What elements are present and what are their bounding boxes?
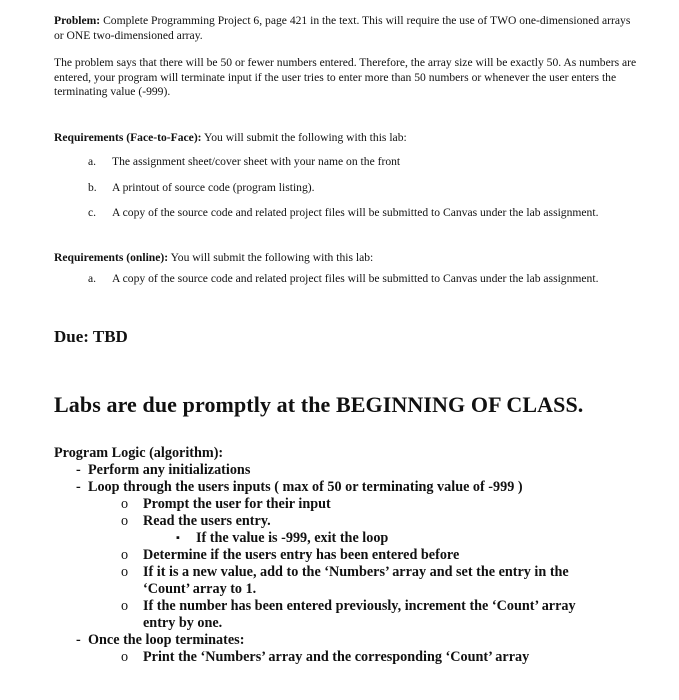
- item-marker: c.: [88, 206, 97, 219]
- logic-step-2b1: If the value is -999, exit the loop: [196, 530, 389, 546]
- circle-bullet: o: [121, 598, 129, 614]
- req-online-label: Requirements (online):: [54, 251, 169, 264]
- logic-step-2b: Read the users entry.: [143, 513, 271, 529]
- item-text: A printout of source code (program listing).: [112, 181, 315, 194]
- circle-bullet: o: [121, 513, 129, 529]
- dash-marker: -: [76, 462, 81, 478]
- req-f2f-label: Requirements (Face-to-Face):: [54, 131, 202, 144]
- problem-paragraph: [54, 14, 637, 43]
- logic-step-3a: Print the ‘Numbers’ array and the corresponding ‘Count’ array: [143, 649, 530, 665]
- req-f2f-text: You will submit the following with this lab:: [204, 131, 407, 144]
- problem-text: Complete Programming Project 6, page 421 in the text. This will require the use of TWO one-dimensioned arrays or ONE two-dimensioned array.: [54, 14, 631, 42]
- labs-notice: Labs are due promptly at the BEGINNING OF CLASS.: [54, 392, 584, 417]
- dash-marker: -: [76, 479, 81, 495]
- circle-bullet: o: [121, 496, 129, 512]
- logic-step-2d-line1: If it is a new value, add to the ‘Numbers’ array and set the entry in the: [143, 564, 569, 580]
- item-text: A copy of the source code and related project files will be submitted to Canvas under the lab assignment.: [112, 272, 599, 285]
- item-marker: a.: [88, 155, 97, 168]
- logic-step-2c: Determine if the users entry has been entered before: [143, 547, 460, 563]
- logic-step-2e-line2: entry by one.: [143, 615, 223, 631]
- item-text: The assignment sheet/cover sheet with your name on the front: [112, 155, 401, 168]
- description-paragraph: The problem says that there will be 50 or fewer numbers entered. Therefore, the array size will be exactly 50. As numbers are entered, your program will terminate input if the user tries to enter more than 50 numbers or whenever the user enters the terminating value (-999).: [54, 56, 637, 98]
- circle-bullet: o: [121, 564, 129, 580]
- item-marker: a.: [88, 272, 97, 285]
- circle-bullet: o: [121, 649, 129, 665]
- circle-bullet: o: [121, 547, 129, 563]
- logic-step-3: Once the loop terminates:: [88, 632, 245, 648]
- due-date: Due: TBD: [54, 327, 128, 346]
- req-online-text: You will submit the following with this lab:: [170, 251, 374, 264]
- dash-marker: -: [76, 632, 81, 648]
- logic-heading: Program Logic (algorithm):: [54, 445, 224, 461]
- problem-label: Problem:: [54, 14, 101, 27]
- req-online-heading: [54, 251, 637, 266]
- logic-step-2a: Prompt the user for their input: [143, 496, 331, 512]
- item-text: A copy of the source code and related project files will be submitted to Canvas under the lab assignment.: [112, 206, 599, 219]
- item-marker: b.: [88, 181, 97, 194]
- req-f2f-heading: [54, 131, 637, 146]
- logic-step-1: Perform any initializations: [88, 462, 251, 478]
- logic-step-2d-line2: ‘Count’ array to 1.: [143, 581, 257, 597]
- logic-step-2e-line1: If the number has been entered previously, increment the ‘Count’ array: [143, 598, 576, 614]
- logic-step-2: Loop through the users inputs ( max of 50 or terminating value of -999 ): [88, 479, 523, 495]
- square-bullet: ▪: [176, 532, 180, 544]
